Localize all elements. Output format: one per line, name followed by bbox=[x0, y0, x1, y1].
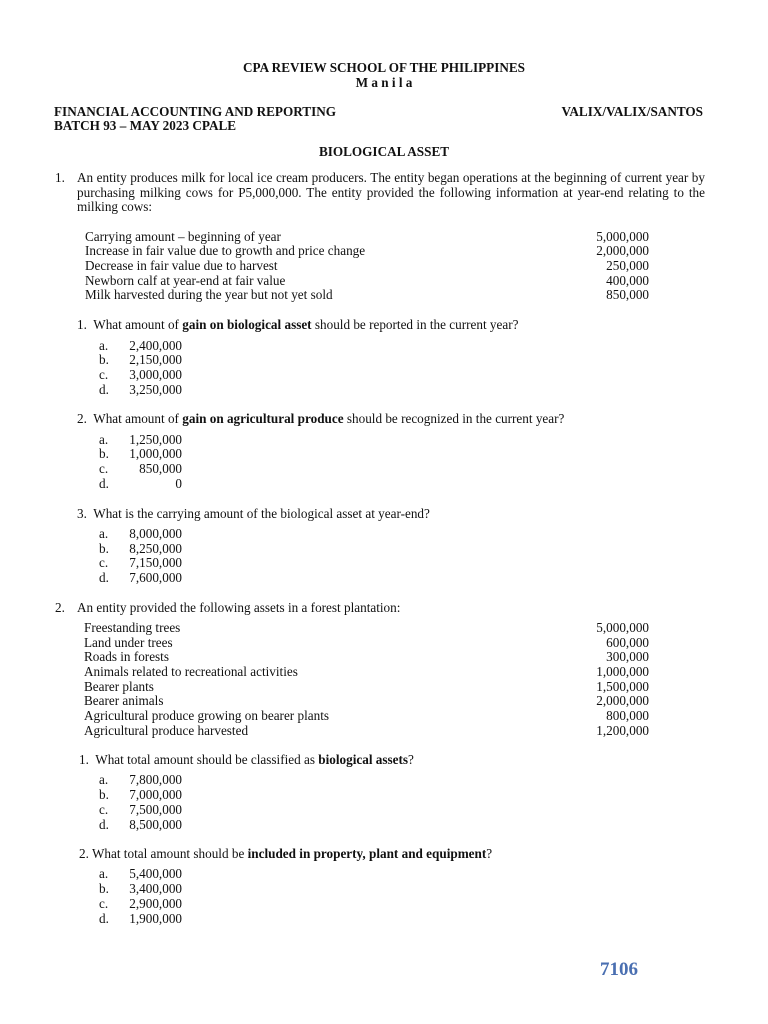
option-value: 7,500,000 bbox=[129, 802, 182, 817]
item-value: 300,000 bbox=[606, 649, 649, 664]
item-value: 2,000,000 bbox=[596, 693, 649, 708]
question-text: ? bbox=[408, 752, 414, 767]
list-item bbox=[84, 709, 649, 724]
item-value: 5,000,000 bbox=[596, 229, 649, 244]
option-value: 7,800,000 bbox=[129, 772, 182, 787]
option-letter: c. bbox=[99, 896, 109, 911]
option-letter: c. bbox=[99, 461, 109, 476]
city-title: M a n i l a bbox=[355, 75, 413, 90]
option-letter: b. bbox=[99, 541, 109, 556]
option-letter: a. bbox=[99, 432, 109, 447]
option-value: 8,000,000 bbox=[129, 526, 182, 541]
problem-intro: An entity provided the following assets in a forest plantation: bbox=[77, 600, 401, 615]
option-letter: a. bbox=[99, 772, 109, 787]
item-value: 5,000,000 bbox=[596, 620, 649, 635]
list-item bbox=[84, 665, 649, 680]
option-letter: c. bbox=[99, 555, 109, 570]
question bbox=[77, 318, 518, 333]
question-text: What amount of bbox=[93, 411, 183, 426]
list-item bbox=[84, 621, 649, 636]
question-number: 3. bbox=[77, 506, 87, 521]
item-value: 250,000 bbox=[606, 258, 649, 273]
question-emphasis: gain on biological asset bbox=[182, 317, 312, 332]
subject-title: FINANCIAL ACCOUNTING AND REPORTING bbox=[54, 104, 336, 119]
option-letter: b. bbox=[99, 881, 109, 896]
item-label: Agricultural produce growing on bearer plants bbox=[84, 708, 329, 723]
option-letter: d. bbox=[99, 476, 109, 491]
option-value: 7,600,000 bbox=[129, 570, 182, 585]
question-text: What total amount should be classified as bbox=[95, 752, 319, 767]
authors: VALIX/VALIX/SANTOS bbox=[561, 104, 703, 119]
problem-number: 2. bbox=[55, 600, 65, 615]
school-title: CPA REVIEW SCHOOL OF THE PHILIPPINES bbox=[242, 60, 525, 75]
option-letter: d. bbox=[99, 911, 109, 926]
question-emphasis: gain on agricultural produce bbox=[182, 411, 344, 426]
question-number: 2. bbox=[77, 411, 87, 426]
list-item bbox=[85, 244, 649, 259]
option-value: 3,250,000 bbox=[129, 382, 182, 397]
item-label: Increase in fair value due to growth and price change bbox=[85, 243, 366, 258]
question-text: should be reported in the current year? bbox=[311, 317, 519, 332]
option-value: 7,000,000 bbox=[129, 787, 182, 802]
topic-title: BIOLOGICAL ASSET bbox=[318, 144, 450, 159]
option-letter: c. bbox=[99, 802, 109, 817]
question-emphasis: included in property, plant and equipment bbox=[247, 846, 487, 861]
option-letter: b. bbox=[99, 787, 109, 802]
problem-intro: An entity produces milk for local ice cream producers. The entity began operations at the beginning of current year by purchasing milking cows for P5,000,000. The entity provided the following information at year-end relating to the milking cows: bbox=[77, 170, 705, 215]
question bbox=[79, 847, 492, 862]
item-label: Decrease in fair value due to harvest bbox=[85, 258, 278, 273]
option-letter: a. bbox=[99, 338, 109, 353]
item-label: Animals related to recreational activities bbox=[84, 664, 298, 679]
option-value: 1,000,000 bbox=[129, 446, 182, 461]
option-letter: c. bbox=[99, 367, 109, 382]
item-label: Bearer plants bbox=[84, 679, 154, 694]
item-value: 1,000,000 bbox=[596, 664, 649, 679]
question-number: 2. bbox=[79, 846, 89, 861]
option-letter: d. bbox=[99, 382, 109, 397]
list-item bbox=[84, 724, 649, 739]
item-label: Newborn calf at year-end at fair value bbox=[85, 273, 286, 288]
question bbox=[77, 412, 564, 427]
option-letter: d. bbox=[99, 817, 109, 832]
item-value: 1,500,000 bbox=[596, 679, 649, 694]
item-value: 850,000 bbox=[606, 287, 649, 302]
option-value: 1,900,000 bbox=[129, 911, 182, 926]
list-item bbox=[84, 694, 649, 709]
option-letter: d. bbox=[99, 570, 109, 585]
question-text: ? bbox=[486, 846, 493, 861]
question-number: 1. bbox=[79, 752, 89, 767]
question bbox=[77, 507, 430, 522]
option-value: 5,400,000 bbox=[129, 866, 182, 881]
batch-title: BATCH 93 – MAY 2023 CPALE bbox=[54, 118, 237, 133]
option-value: 1,250,000 bbox=[129, 432, 182, 447]
option-letter: b. bbox=[99, 446, 109, 461]
question-text: What amount of bbox=[93, 317, 183, 332]
question-number: 1. bbox=[77, 317, 87, 332]
option-value: 3,400,000 bbox=[129, 881, 182, 896]
list-item bbox=[84, 680, 649, 695]
question bbox=[79, 753, 414, 768]
item-value: 400,000 bbox=[606, 273, 649, 288]
option-letter: a. bbox=[99, 866, 109, 881]
page-code: 7106 bbox=[600, 959, 638, 980]
option-value: 850,000 bbox=[139, 461, 182, 476]
option-value: 2,150,000 bbox=[129, 352, 182, 367]
option-letter: b. bbox=[99, 352, 109, 367]
problem-number: 1. bbox=[55, 170, 65, 185]
item-value: 600,000 bbox=[606, 635, 649, 650]
option-value: 2,400,000 bbox=[129, 338, 182, 353]
option-value: 8,500,000 bbox=[129, 817, 182, 832]
item-value: 2,000,000 bbox=[596, 243, 649, 258]
list-item bbox=[85, 259, 649, 274]
option-letter: a. bbox=[99, 526, 109, 541]
item-label: Agricultural produce harvested bbox=[84, 723, 249, 738]
option-value: 0 bbox=[175, 476, 182, 491]
list-item bbox=[84, 650, 649, 665]
question-text: What is the carrying amount of the biological asset at year-end? bbox=[93, 506, 430, 521]
item-label: Freestanding trees bbox=[84, 620, 181, 635]
option-value: 8,250,000 bbox=[129, 541, 182, 556]
option-value: 2,900,000 bbox=[129, 896, 182, 911]
question-text: should be recognized in the current year? bbox=[343, 411, 565, 426]
option-value: 3,000,000 bbox=[129, 367, 182, 382]
item-label: Milk harvested during the year but not yet sold bbox=[85, 287, 333, 302]
list-item bbox=[85, 288, 649, 303]
item-label: Bearer animals bbox=[84, 693, 164, 708]
item-label: Roads in forests bbox=[84, 649, 169, 664]
item-label: Land under trees bbox=[84, 635, 173, 650]
item-value: 800,000 bbox=[606, 708, 649, 723]
item-label: Carrying amount – beginning of year bbox=[85, 229, 281, 244]
question-text: What total amount should be bbox=[91, 846, 248, 861]
item-value: 1,200,000 bbox=[596, 723, 649, 738]
option-value: 7,150,000 bbox=[129, 555, 182, 570]
question-emphasis: biological assets bbox=[318, 752, 409, 767]
